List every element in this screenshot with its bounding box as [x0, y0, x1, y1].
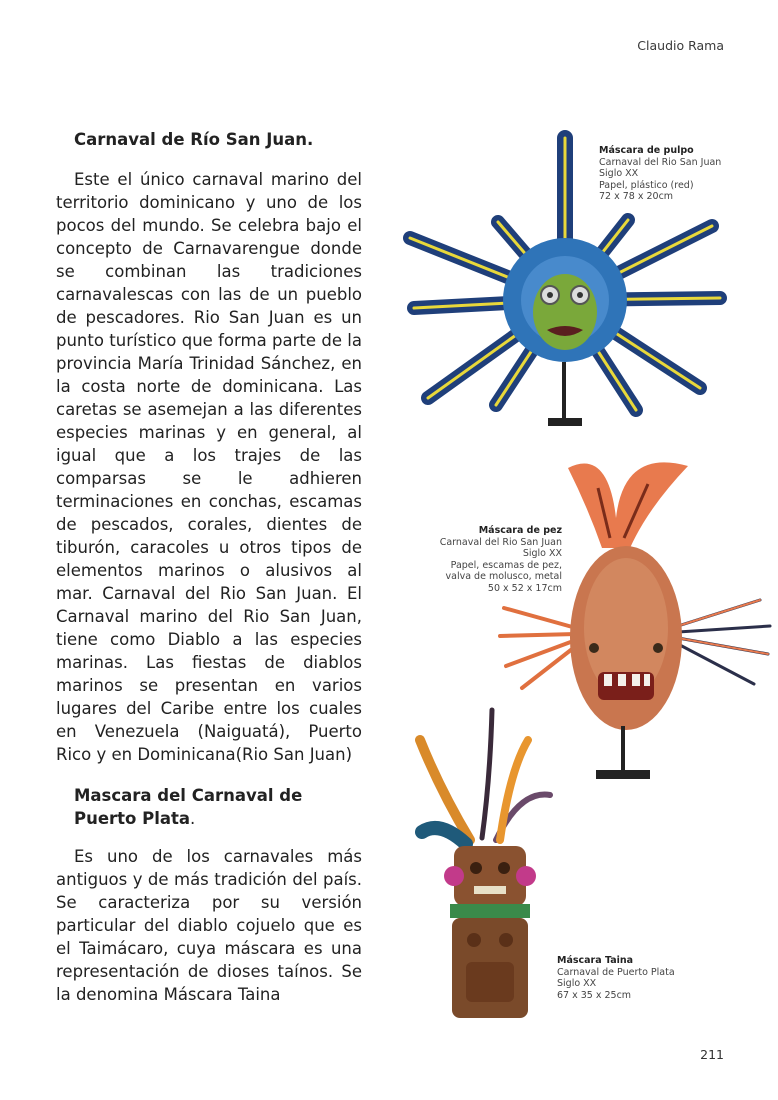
taina-head: [454, 846, 526, 906]
caption-fish-line3: Papel, escamas de pez,: [450, 559, 562, 571]
section-title-puerto-plata: [56, 784, 362, 830]
section-title-puerto-plata-main: Mascara del Carnaval de Puerto Plata: [74, 786, 303, 828]
octopus-stand-pole: [562, 362, 566, 420]
section-title-puerto-plata-tail: .: [190, 809, 196, 828]
caption-fish-line1: Carnaval del Rio San Juan: [439, 536, 562, 548]
taina-ear-left: [444, 866, 464, 886]
fish-stand-base: [596, 770, 650, 779]
octopus-face: [533, 274, 597, 350]
caption-octopus-line3: Papel, plástico (red): [599, 179, 694, 191]
caption-taina-mask: [557, 955, 697, 1001]
section-title-rio-san-juan: Carnaval de Río San Juan.: [74, 130, 314, 149]
caption-fish-line2: Siglo XX: [522, 548, 562, 559]
caption-octopus-mask: [599, 145, 769, 203]
section-body-rio-san-juan: Este el único carnaval marino del territorio dominicano y uno de los pocos del mundo. Se celebra bajo el concepto de Carnavarengue donde se combinan las tradiciones carnavalescas con las de un pueblo de pescadores. Rio San Juan es un punto turístico que forma parte de la provincia María Trinidad Sánchez, en la costa norte de dominicana. Las caretas se asemejan a las diferentes especies marinas y en general, al igual que a los trajes de las comparsas se le adhieren terminaciones en conchas, escamas de pescados, corales, dientes de tiburón, caracoles u otros tipos de elementos marinos o alusivos al mar. Carnaval del Rio San Juan. El Carnaval marino del Rio San Juan, tiene como Diablo a las especies marinas. Las fiestas de diablos marinos se presentan en varios lugares del Caribe entre los cuales en Venezuela (Naiguatá), Puerto Rico y en Dominicana(Rio San Juan): [56, 170, 362, 764]
caption-octopus-title: Máscara de pulpo: [599, 145, 694, 156]
caption-octopus-line1: Carnaval del Rio San Juan: [599, 156, 722, 168]
caption-taina-line2: Siglo XX: [557, 978, 597, 989]
section-body-puerto-plata: Es uno de los carnavales más antiguos y de más tradición del país. Se caracteriza por su versión particular del diablo cojuelo que es el Taimácaro, cuya máscara es una representación de dioses taínos. Se la denomina Máscara Taina: [56, 847, 362, 1004]
taina-ear-right: [516, 866, 536, 886]
fish-eye-left: [589, 643, 599, 653]
fish-fin-right: [678, 600, 770, 684]
fish-tail: [568, 462, 688, 548]
caption-fish-title: Máscara de pez: [478, 525, 562, 536]
caption-fish-line5: 50 x 52 x 17cm: [487, 582, 562, 594]
fish-eye-right: [653, 643, 663, 653]
caption-taina-line1: Carnaval de Puerto Plata: [557, 966, 675, 978]
running-header-author: Claudio Rama: [637, 38, 724, 53]
caption-fish-line4: valva de molusco, metal: [445, 571, 562, 582]
taina-mask-image: [410, 700, 570, 1025]
section-rio-san-juan: [56, 128, 362, 766]
page-number: 211: [700, 1047, 724, 1062]
taina-feathers: [420, 710, 550, 844]
fish-fin-left: [500, 608, 576, 688]
caption-taina-line3: 67 x 35 x 25cm: [557, 989, 632, 1001]
caption-octopus-line4: 72 x 78 x 20cm: [599, 191, 674, 202]
caption-octopus-line2: Siglo XX: [599, 168, 639, 179]
caption-taina-title: Máscara Taina: [557, 955, 634, 966]
section-puerto-plata: [56, 784, 362, 1006]
caption-fish-mask: [420, 525, 562, 594]
taina-collar: [450, 904, 530, 918]
fish-stand-pole: [621, 726, 625, 774]
octopus-stand-base: [548, 418, 582, 426]
